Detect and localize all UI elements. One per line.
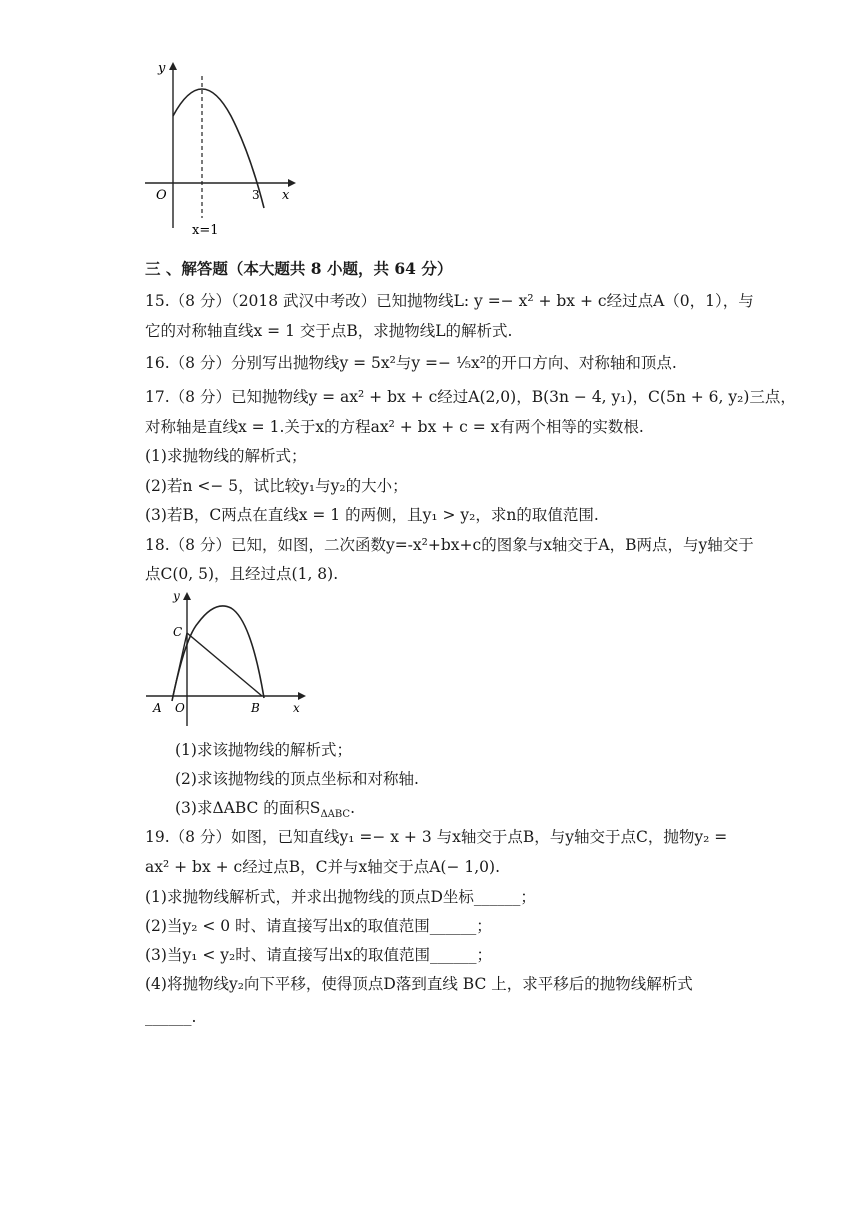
parabola-curve <box>173 89 264 208</box>
y-axis-arrow <box>169 62 177 70</box>
q19-sub4: (4)将抛物线y₂向下平移，使得顶点D落到直线 BC 上，求平移后的抛物线解析式 <box>145 975 693 993</box>
x-axis-label: x <box>282 188 290 203</box>
q18-sub3-end: . <box>350 799 356 817</box>
q18-line2: 点C(0, 5)，且经过点(1, 8). <box>145 565 339 583</box>
q18-sub2: (2)求该抛物线的顶点坐标和对称轴. <box>175 770 419 788</box>
q18-line1: 18.（8 分）已知，如图，二次函数y=-x²+bx+c的图象与x轴交于A，B两点，与y轴交于 <box>145 536 754 554</box>
parabola-figure-1 <box>140 58 300 243</box>
q17-sub3: (3)若B，C两点在直线x = 1 的两侧，且y₁ > y₂，求n的取值范围. <box>145 506 599 524</box>
q18-sub3-text: (3)求ΔABC 的面积S <box>175 799 321 817</box>
q19-line1: 19.（8 分）如图，已知直线y₁ =− x + 3 与x轴交于点B，与y轴交于点C，抛物y₂ = <box>145 828 728 846</box>
q17-sub2: (2)若n <− 5，试比较y₁与y₂的大小； <box>145 477 408 495</box>
q18-sub3-subscript: ΔABC <box>320 809 351 821</box>
q19-sub1: (1)求抛物线解析式，并求出抛物线的顶点D坐标______； <box>145 888 536 906</box>
q15-line2: 它的对称轴直线x = 1 交于点B，求抛物线L的解析式. <box>145 322 513 340</box>
x-axis-arrow <box>298 692 306 700</box>
origin-label: O <box>175 701 185 715</box>
q18-sub3 <box>175 797 355 826</box>
q17-line2: 对称轴是直线x = 1.关于x的方程ax² + bx + c = x有两个相等的实数根. <box>145 418 644 436</box>
q18-sub1: (1)求该抛物线的解析式； <box>175 741 352 759</box>
q16-line1: 16.（8 分）分别写出抛物线y = 5x²与y =− ⅕x²的开口方向、对称轴和顶点. <box>145 354 677 372</box>
x-axis-arrow <box>288 179 296 187</box>
point-a-label: A <box>153 701 162 715</box>
x-axis-label: x <box>293 701 300 715</box>
root-label: 3 <box>252 188 260 202</box>
y-axis-arrow <box>183 592 191 600</box>
segment-ac <box>173 633 187 696</box>
q17-sub1: (1)求抛物线的解析式； <box>145 447 307 465</box>
axis-equation-label: x=1 <box>192 223 219 238</box>
q19-sub3: (3)当y₁ < y₂时、请直接写出x的取值范围______； <box>145 946 492 964</box>
q15-line1: 15.（8 分）（2018 武汉中考改）已知抛物线L: y =− x² + bx + c经过点A（0，1），与 <box>145 292 754 310</box>
q19-sub4-end: ______. <box>145 1008 197 1026</box>
origin-label: O <box>156 188 167 203</box>
q19-line2: ax² + bx + c经过点B，C并与x轴交于点A(− 1,0). <box>145 858 500 876</box>
section-heading: 三 、解答题（本大题共 8 小题，共 64 分） <box>145 259 453 278</box>
point-c-label: C <box>173 625 183 639</box>
y-axis-label: y <box>173 589 180 603</box>
parabola-figure-2 <box>143 588 313 730</box>
y-axis-label: y <box>158 61 166 76</box>
q17-line1: 17.（8 分）已知抛物线y = ax² + bx + c经过A(2,0)，B(3n − 4, y₁)，C(5n + 6, y₂)三点， <box>145 388 796 406</box>
point-b-label: B <box>251 701 260 715</box>
q19-sub2: (2)当y₂ < 0 时、请直接写出x的取值范围______； <box>145 917 492 935</box>
